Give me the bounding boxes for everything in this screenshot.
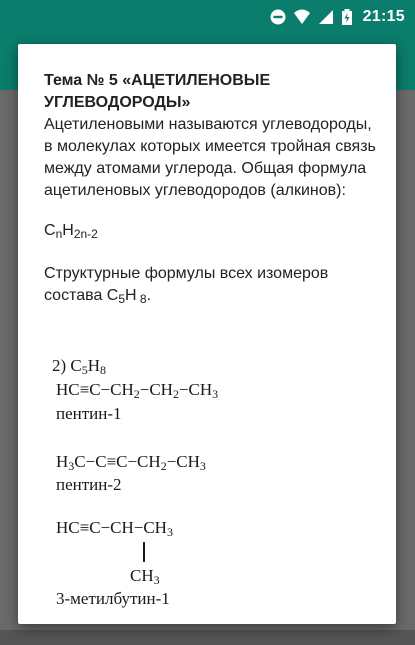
- isomer1-part: HC≡C−CH: [56, 380, 134, 399]
- isomer1-sub: 2: [133, 387, 140, 401]
- status-time: 21:15: [362, 8, 405, 25]
- isomer2-sub: 2: [160, 459, 167, 473]
- status-bar: [0, 0, 415, 34]
- isomer1-name: пентин-1: [56, 404, 122, 423]
- isomers-h-index: 8: [136, 292, 147, 306]
- isomer3-branch-bond: [143, 542, 145, 562]
- isomer3-branch: [130, 566, 160, 590]
- isomers-h: H: [125, 287, 137, 304]
- isomer2-formula: [56, 452, 206, 476]
- isomer3-branch-part: CH: [130, 566, 154, 585]
- isomer2-part: −CH: [166, 452, 200, 471]
- topic-title: Тема № 5 «АЦЕТИЛЕНОВЫЕ УГЛЕВОДОРОДЫ»: [44, 72, 271, 111]
- isomer1-formula: [56, 380, 218, 404]
- chem-header-c-index: 5: [81, 363, 88, 377]
- bottom-edge: [0, 630, 415, 645]
- isomer2-sub: 3: [68, 459, 75, 473]
- formula-n: n: [55, 227, 63, 241]
- dialog-content: [44, 70, 384, 326]
- isomer2-sub: 3: [199, 459, 206, 473]
- isomer3-sub: 3: [166, 525, 173, 539]
- isomer1-sub: 3: [212, 387, 219, 401]
- topic-dialog[interactable]: [18, 44, 396, 624]
- formula-h: H: [62, 222, 74, 239]
- isomer3-formula: [56, 518, 173, 542]
- chem-header: [52, 356, 106, 380]
- chem-header-h: H: [87, 356, 101, 375]
- isomer1-part: −CH: [139, 380, 173, 399]
- isomer1-part: −CH: [178, 380, 213, 399]
- isomer2-part: H: [56, 452, 69, 471]
- wifi-icon: [293, 8, 311, 26]
- battery-icon: [341, 8, 353, 26]
- isomers-text: [44, 263, 384, 310]
- chem-header-num: 2) C: [52, 356, 82, 375]
- isomer1-sub: 2: [172, 387, 179, 401]
- isomer2-name: пентин-2: [56, 475, 122, 494]
- chem-header-h-index: 8: [100, 363, 107, 377]
- isomer2-part: C−C≡C−CH: [74, 452, 161, 471]
- isomers-prefix: Структурные формулы всех изомеров состава C: [44, 265, 329, 304]
- definition-text: Ацетиленовыми называются углеводороды, в молекулах которых имеется тройная связь между атомами углерода. Общая формула ацетиленовых углеводородов (алкинов):: [44, 116, 376, 199]
- isomer3-branch-sub: 3: [153, 573, 160, 587]
- isomer3-part: HC≡C−CH−CH: [56, 518, 167, 537]
- formula-c: C: [44, 222, 56, 239]
- do-not-disturb-icon: [269, 8, 287, 26]
- isomers-c-index: 5: [118, 292, 126, 306]
- status-icons: [269, 7, 405, 27]
- general-formula: [44, 220, 384, 245]
- signal-icon: [317, 8, 335, 26]
- chem-structures-image: [32, 344, 362, 614]
- isomers-suffix: .: [146, 287, 152, 304]
- isomer3-name: 3-метилбутин-1: [56, 589, 170, 608]
- formula-h-index: 2n-2: [73, 227, 98, 241]
